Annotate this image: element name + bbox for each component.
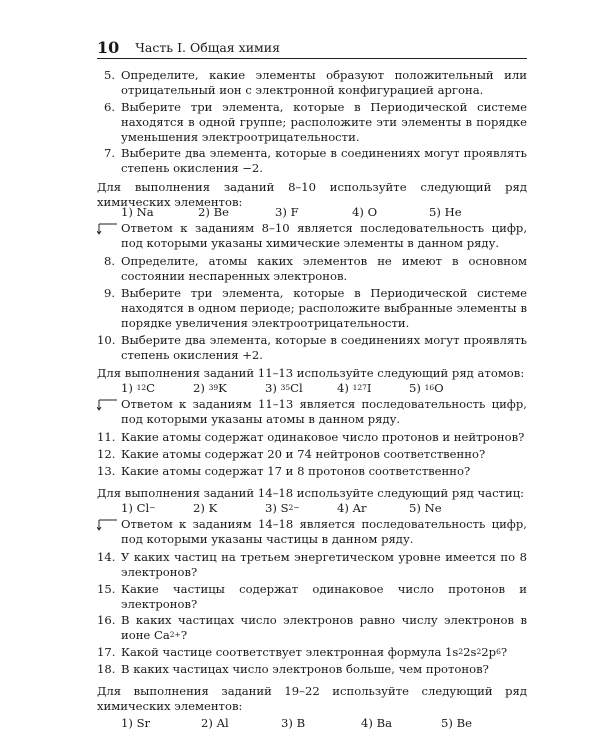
question-number: 10. <box>97 333 116 347</box>
note-arrow-icon <box>97 221 119 236</box>
question-14 <box>97 550 527 580</box>
question-12 <box>97 447 527 462</box>
option: 4) Ba <box>361 716 393 730</box>
question-text: Какие атомы содержат одинаковое число протонов и нейтронов? <box>121 430 525 444</box>
option: 4) $^{127}$I <box>337 381 372 395</box>
intro-14-18: Для выполнения заданий 14–18 используйте следующий ряд частиц: <box>97 486 525 500</box>
option: 3) $^{35}$Cl <box>265 381 303 395</box>
question-text: Определите, атомы каких элементов не имеют в основном состоянии неспаренных электронов. <box>121 254 527 283</box>
answer-note-14-18 <box>97 517 527 547</box>
question-16 <box>97 613 527 643</box>
option: 1) Cl− <box>121 501 156 515</box>
option: 3) B <box>281 716 306 730</box>
option: 5) He <box>429 205 462 219</box>
question-text: В каких частицах число электронов больше, чем протонов? <box>121 662 489 676</box>
note-arrow-icon <box>97 517 119 532</box>
question-text: Выберите три элемента, которые в Периодической системе находятся в одной группе; расположите эти элементы в порядке уменьшения электроотрицательности. <box>121 100 527 144</box>
option: 2) Al <box>201 716 229 730</box>
option: 2) $^{39}$K <box>193 381 227 395</box>
intro-11-13: Для выполнения заданий 11–13 используйте следующий ряд атомов: <box>97 366 525 380</box>
particle-options-14-18 <box>121 501 521 516</box>
question-8 <box>97 254 527 284</box>
option: 3) $S^{2-}$ <box>265 501 300 515</box>
note-text: Ответом к заданиям 11–13 является последовательность цифр, под которыми указаны атомы в данном ряду. <box>121 397 527 426</box>
question-text: Какие атомы содержат 17 и 8 протонов соответственно? <box>121 464 471 478</box>
option: 4) O <box>352 205 378 219</box>
note-text: Ответом к заданиям 14–18 является последовательность цифр, под которыми указаны частицы в данном ряду. <box>121 517 527 546</box>
question-number: 13. <box>97 464 116 478</box>
intro-8-10: Для выполнения заданий 8–10 используйте следующий ряд химических элементов: <box>97 180 527 209</box>
option: 1) Sr <box>121 716 151 730</box>
intro-19-22: Для выполнения заданий 19–22 используйте следующий ряд химических элементов: <box>97 684 527 713</box>
question-number: 14. <box>97 550 116 564</box>
question-6 <box>97 100 527 145</box>
note-text: Ответом к заданиям 8–10 является последовательность цифр, под которыми указаны химические элементы в данном ряду. <box>121 221 527 250</box>
question-number: 7. <box>103 146 115 160</box>
question-13 <box>97 464 527 479</box>
question-number: 17. <box>97 645 116 659</box>
option: 5) $^{16}$O <box>409 381 444 395</box>
question-11 <box>97 430 527 445</box>
question-number: 9. <box>103 286 115 300</box>
option: 5) Ne <box>409 501 442 515</box>
question-9 <box>97 286 527 331</box>
question-text: В каких частицах число электронов равно числу электронов в ионе $Ca^{2+}$? <box>121 613 527 642</box>
element-options-19-22 <box>121 716 521 731</box>
question-10 <box>97 333 527 363</box>
option: 5) Be <box>441 716 472 730</box>
question-17 <box>97 645 527 660</box>
question-number: 5. <box>103 68 115 82</box>
question-7 <box>97 146 527 176</box>
option: 2) Be <box>198 205 229 219</box>
page-header <box>97 36 527 59</box>
question-number: 8. <box>103 254 115 268</box>
question-number: 16. <box>97 613 116 627</box>
answer-note-11-13 <box>97 397 527 427</box>
question-5 <box>97 68 527 98</box>
question-number: 15. <box>97 582 116 596</box>
option: 2) K <box>193 501 218 515</box>
question-text: Выберите два элемента, которые в соединениях могут проявлять степень окисления −2. <box>121 146 527 175</box>
answer-note-8-10 <box>97 221 527 251</box>
question-number: 6. <box>103 100 115 114</box>
atom-options-11-13 <box>121 381 521 396</box>
element-options-8-10 <box>121 205 521 220</box>
question-number: 12. <box>97 447 116 461</box>
question-18 <box>97 662 527 677</box>
question-text: Выберите три элемента, которые в Периодической системе находятся в одном периоде; расположите выбранные элементы в порядке увеличения электроотрицательности. <box>121 286 527 330</box>
note-arrow-icon <box>97 397 119 412</box>
page-number: 10 <box>97 38 120 57</box>
question-text: Какие атомы содержат 20 и 74 нейтронов соответственно? <box>121 447 486 461</box>
option: 3) F <box>275 205 299 219</box>
question-number: 18. <box>97 662 116 676</box>
question-15 <box>97 582 527 612</box>
question-text: Какой частице соответствует электронная формула $1s^22s^22p^6$? <box>121 645 508 659</box>
option: 4) Ar <box>337 501 367 515</box>
running-head: Часть I. Общая химия <box>135 40 280 55</box>
question-text: Определите, какие элементы образуют положительный или отрицательный ион с электронной конфигурацией аргона. <box>121 68 527 97</box>
option: 1) $^{12}$C <box>121 381 156 395</box>
option: 1) Na <box>121 205 154 219</box>
question-text: Какие частицы содержат одинаковое число протонов и электронов? <box>121 582 527 611</box>
question-text: У каких частиц на третьем энергетическом уровне имеется по 8 электронов? <box>121 550 527 579</box>
question-text: Выберите два элемента, которые в соединениях могут проявлять степень окисления +2. <box>121 333 527 362</box>
question-number: 11. <box>97 430 116 444</box>
